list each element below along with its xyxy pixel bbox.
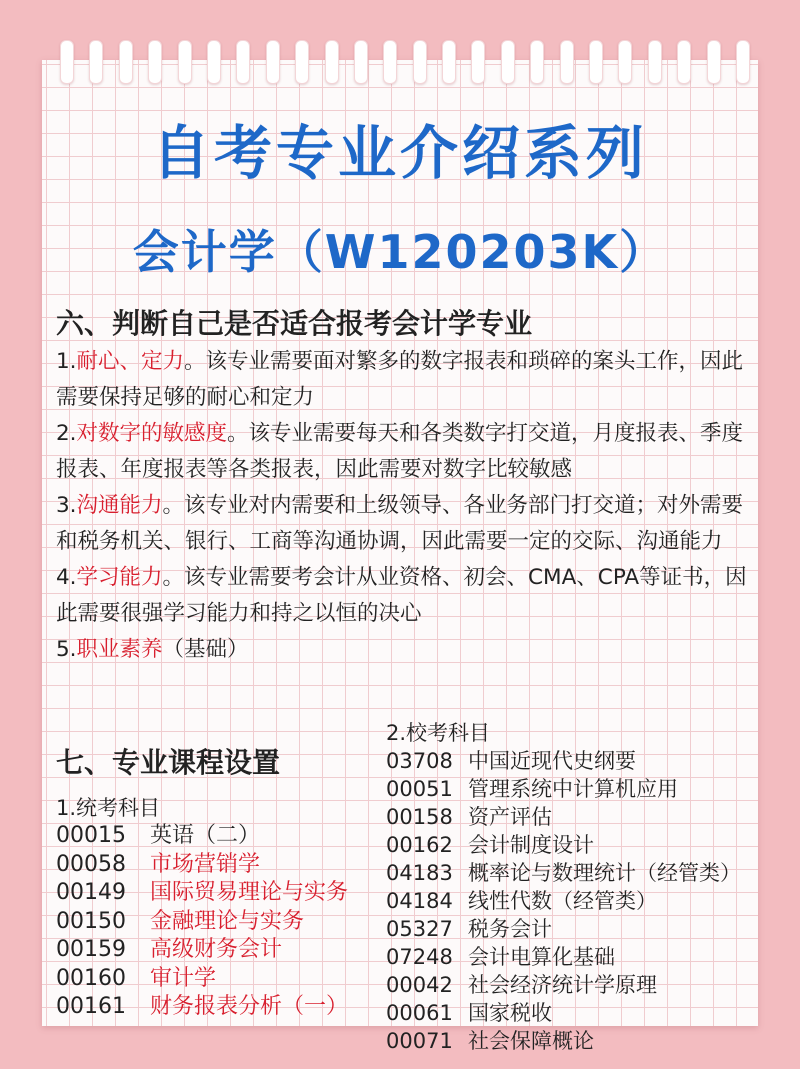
binder-ring [383,40,397,84]
course-name: 会计电算化基础 [468,945,615,969]
item-keyword: 沟通能力 [76,493,163,518]
item-number: 2. [56,421,77,446]
binder-ring [736,40,750,84]
unified-exam-courses [56,794,396,1022]
binder-ring [295,40,309,84]
binder-ring [178,40,192,84]
course-name: 英语（二） [150,823,261,848]
course-row [56,965,396,994]
course-code: 00162 [386,833,453,857]
course-code: 00061 [386,1001,453,1025]
course-name: 概率论与数理统计（经管类） [468,861,741,885]
course-code: 00051 [386,777,453,801]
item-text: （基础） [162,637,249,662]
suitability-item [56,416,752,488]
item-number: 3. [56,493,77,518]
course-code: 07248 [386,945,453,969]
binder-ring [618,40,632,84]
item-number: 5. [56,637,77,662]
binder-ring [677,40,691,84]
course-name: 资产评估 [468,805,552,829]
suitability-item [56,488,752,560]
unified-exam-label: 1.统考科目 [56,796,161,820]
page-title: 自考专业介绍系列 [151,119,648,187]
course-code: 00058 [56,851,126,877]
binder-ring [60,40,74,84]
course-row [56,936,396,965]
course-code: 00161 [56,994,126,1019]
binder-ring [501,40,515,84]
course-row [386,775,766,803]
course-row [56,908,396,937]
course-code: 00158 [386,805,453,829]
course-name: 社会保障概论 [468,1029,594,1053]
course-name: 金融理论与实务 [150,908,305,934]
course-row [386,859,766,887]
course-code: 00015 [56,823,126,848]
school-exam-courses [386,719,766,1055]
binder-ring [266,40,280,84]
course-row [386,1027,766,1055]
binder-ring [148,40,162,84]
course-name: 审计学 [150,965,217,991]
binder-ring [530,40,544,84]
course-name: 财务报表分析（一） [150,994,349,1019]
course-code: 00160 [56,965,126,991]
item-keyword: 职业素养 [76,637,163,662]
item-keyword: 耐心、定力 [76,349,185,374]
section-6-heading: 六、判断自己是否适合报考会计学专业 [56,307,533,340]
binder-ring [119,40,133,84]
course-row [386,887,766,915]
binder-ring [560,40,574,84]
course-name: 税务会计 [468,917,552,941]
course-code: 00071 [386,1029,453,1053]
course-code: 04184 [386,889,453,913]
binder-ring [471,40,485,84]
course-name: 管理系统中计算机应用 [468,777,678,801]
course-name: 社会经济统计学原理 [468,973,657,997]
course-row [386,747,766,775]
binder-ring [648,40,662,84]
binder-ring [442,40,456,84]
suitability-list [56,344,752,668]
course-code: 00159 [56,937,126,962]
course-name: 中国近现代史纲要 [468,749,636,773]
item-text: 。该专业需要每天和各类数字打交道，月度报表、季度报表、年度报表等各类报表，因此需要对数字比较敏感 [56,421,744,482]
section-7-heading: 七、专业课程设置 [56,746,281,779]
course-name: 线性代数（经管类） [468,889,657,913]
course-name: 市场营销学 [150,851,261,877]
course-row [386,971,766,999]
binder-ring [589,40,603,84]
item-number: 1. [56,349,77,374]
page-subtitle: 会计学（W120203K） [132,225,668,279]
suitability-item [56,344,752,416]
course-row [56,851,396,880]
item-text: 。该专业需要面对繁多的数字报表和琐碎的案头工作，因此需要保持足够的耐心和定力 [56,349,744,410]
binder-ring [707,40,721,84]
binder-rings [60,40,750,86]
course-row [56,993,396,1022]
course-row [386,915,766,943]
school-exam-label: 2.校考科目 [386,721,491,745]
course-row [386,831,766,859]
binder-ring [325,40,339,84]
course-code: 04183 [386,861,453,885]
item-keyword: 学习能力 [76,565,163,590]
suitability-item [56,560,752,632]
course-name: 高级财务会计 [150,937,283,962]
course-row [56,822,396,851]
course-row [386,803,766,831]
course-code: 05327 [386,917,453,941]
course-code: 00042 [386,973,453,997]
binder-ring [413,40,427,84]
course-code: 00150 [56,908,126,934]
course-name: 国际贸易理论与实务 [150,880,349,905]
course-name: 会计制度设计 [468,833,594,857]
binder-ring [354,40,368,84]
course-row [386,943,766,971]
suitability-item [56,632,752,668]
course-code: 00149 [56,880,126,905]
course-row [386,999,766,1027]
binder-ring [89,40,103,84]
course-code: 03708 [386,749,453,773]
item-number: 4. [56,565,77,590]
binder-ring [207,40,221,84]
item-keyword: 对数字的敏感度 [76,421,228,446]
binder-ring [236,40,250,84]
item-text: 。该专业需要考会计从业资格、初会、CMA、CPA等证书，因此需要很强学习能力和持之以恒的决心 [56,565,747,626]
course-name: 国家税收 [468,1001,552,1025]
item-text: 。该专业对内需要和上级领导、各业务部门打交道；对外需要和税务机关、银行、工商等沟通协调，因此需要一定的交际、沟通能力 [56,493,744,554]
course-row [56,879,396,908]
